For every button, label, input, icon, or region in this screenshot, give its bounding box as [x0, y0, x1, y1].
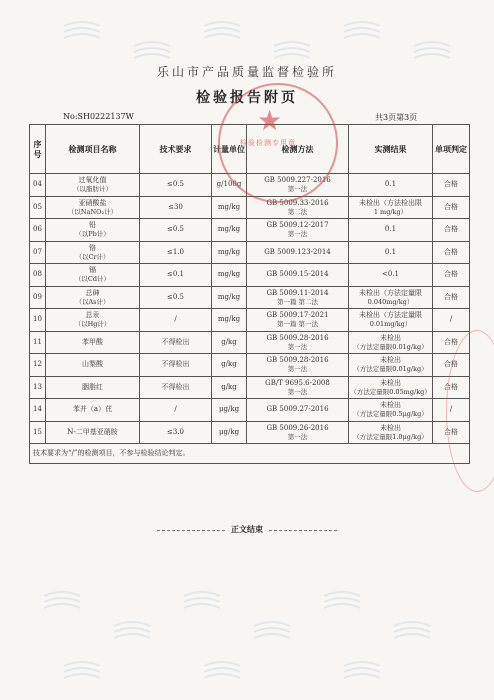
cell-item — [46, 309, 140, 332]
method-name: GB 5009.28-2016 — [266, 356, 329, 365]
cell-requirement: / — [140, 399, 212, 422]
table-row — [30, 196, 470, 219]
cell-judgement: 合格 — [433, 196, 470, 219]
header-judgement: 单项判定 — [433, 125, 470, 174]
cell-method — [247, 264, 349, 287]
cell-method — [247, 286, 349, 309]
cell-seq: 05 — [30, 196, 46, 219]
cell-item — [46, 219, 140, 242]
cell-method — [247, 241, 349, 264]
item-sub: （以NaNO₂计） — [67, 207, 118, 216]
cell-item — [46, 264, 140, 287]
cell-item — [46, 241, 140, 264]
cell-result — [349, 196, 433, 219]
method-name: GB 5009.227-2016 — [264, 176, 331, 185]
cell-seq: 06 — [30, 219, 46, 242]
watermark-mark — [200, 20, 244, 44]
table-row — [30, 241, 470, 264]
method-sub: 第二法 — [287, 207, 308, 216]
institute-name: 乐山市产品质量监督检验所 — [156, 65, 337, 79]
method-name: GB 5009.123-2014 — [264, 247, 331, 256]
method-name: GB 5009.11-2014 — [266, 288, 329, 297]
cell-item — [46, 399, 140, 422]
watermark-mark — [200, 660, 244, 684]
cell-seq: 09 — [30, 286, 46, 309]
cell-item — [46, 174, 140, 197]
result-sub: （方法定量限0.05mg/kg） — [350, 387, 431, 396]
cell-item — [46, 421, 140, 444]
cell-seq: 12 — [30, 354, 46, 377]
watermark-mark — [320, 590, 364, 614]
cell-requirement: ≤0.5 — [140, 286, 212, 309]
method-sub: 第一篇 第二法 — [276, 297, 319, 306]
watermark-mark — [180, 590, 224, 614]
method-sub: 第一法 — [287, 432, 308, 441]
cell-seq: 10 — [30, 309, 46, 332]
result-sub: 0.01mg/kg） — [369, 320, 412, 329]
header-seq: 序号 — [30, 125, 46, 174]
cell-method — [247, 421, 349, 444]
cell-seq: 04 — [30, 174, 46, 197]
item-name: 山梨酸 — [82, 360, 103, 369]
end-dashes-left — [157, 530, 225, 531]
table-row — [30, 286, 470, 309]
result-value: 未检出 — [380, 423, 401, 432]
cell-result — [349, 264, 433, 287]
cell-unit: mg/kg — [212, 219, 247, 242]
table-row — [30, 219, 470, 242]
table-row — [30, 421, 470, 444]
cell-unit: mg/kg — [212, 264, 247, 287]
cell-requirement: 不得检出 — [140, 331, 212, 354]
cell-item — [46, 354, 140, 377]
header-result: 实测结果 — [349, 125, 433, 174]
report-title: 检验报告附页 — [196, 90, 298, 106]
table-row — [30, 376, 470, 399]
result-value: 未检出（方法定量限 — [359, 288, 422, 297]
item-name: 亚硝酸盐 — [78, 198, 107, 207]
cell-requirement: ≤3.0 — [140, 421, 212, 444]
item-sub: （以Cr计） — [75, 252, 110, 261]
result-value: 0.1 — [384, 180, 397, 189]
result-value: 未检出 — [380, 356, 401, 365]
cell-result — [349, 354, 433, 377]
end-marker — [0, 524, 494, 535]
watermark-mark — [340, 20, 384, 44]
method-sub: 第一法 — [287, 342, 308, 351]
result-value: 0.1 — [384, 247, 397, 256]
cell-result — [349, 174, 433, 197]
item-name: 苯并（a）芘 — [72, 405, 113, 414]
watermark-mark — [40, 590, 84, 614]
result-value: 未检出（方法定量限 — [359, 311, 422, 320]
end-text: 正文结束 — [231, 524, 263, 534]
result-sub: 0.040mg/kg） — [367, 297, 414, 306]
header-item: 检测项目名称 — [46, 125, 140, 174]
item-name: 总汞 — [85, 311, 100, 320]
cell-unit: g/100g — [212, 174, 247, 197]
header-requirement: 技术要求 — [140, 125, 212, 174]
cell-method — [247, 309, 349, 332]
item-name: 苯甲酸 — [82, 337, 103, 346]
item-name: 铅 — [89, 221, 96, 230]
cell-requirement: 不得检出 — [140, 354, 212, 377]
method-name: GB 5009.12-2017 — [266, 221, 329, 230]
cell-unit: mg/kg — [212, 196, 247, 219]
cell-method — [247, 354, 349, 377]
cell-result — [349, 309, 433, 332]
method-name: GB 5009.27-2016 — [266, 405, 329, 414]
method-name: GB 5009.26-2016 — [266, 423, 329, 432]
cell-result — [349, 399, 433, 422]
cell-result — [349, 421, 433, 444]
cell-judgement: / — [433, 309, 470, 332]
watermark-mark — [60, 20, 104, 44]
cell-judgement: 合格 — [433, 264, 470, 287]
method-name: GB 5009.33-2016 — [266, 198, 329, 207]
watermark-mark — [410, 40, 454, 64]
page-number: 共3页第3页 — [375, 113, 418, 122]
result-value: 未检出 — [380, 401, 401, 410]
cell-result — [349, 331, 433, 354]
cell-requirement: ≤0.5 — [140, 174, 212, 197]
method-name: GB 5009.15-2014 — [266, 270, 329, 279]
cell-unit: mg/kg — [212, 309, 247, 332]
method-name: GB 5009.28-2016 — [266, 333, 329, 342]
table-note-row — [30, 444, 470, 464]
cell-seq: 15 — [30, 421, 46, 444]
cell-judgement: 合格 — [433, 241, 470, 264]
cell-item — [46, 376, 140, 399]
seal-text: 检验检测专用章 — [240, 139, 296, 147]
result-sub: （方法定量限0.01g/kg） — [353, 365, 428, 374]
cell-unit: g/kg — [212, 376, 247, 399]
cell-judgement: 合格 — [433, 286, 470, 309]
method-sub: 第一篇 第一法 — [276, 320, 319, 329]
seal-star-icon: ★ — [257, 104, 283, 137]
cell-result — [349, 286, 433, 309]
item-name: 铬 — [89, 243, 96, 252]
item-sub: （以Hg计） — [74, 320, 111, 329]
table-row — [30, 309, 470, 332]
cell-seq: 14 — [30, 399, 46, 422]
table-row — [30, 331, 470, 354]
cell-seq: 07 — [30, 241, 46, 264]
item-name: 胭脂红 — [82, 382, 103, 391]
report-number: No:SH0222137W — [63, 112, 134, 121]
cell-seq: 11 — [30, 331, 46, 354]
method-sub: 第一法 — [287, 185, 308, 194]
result-sub: （方法定量限1.0μg/kg） — [353, 432, 428, 441]
result-value: <0.1 — [382, 270, 399, 279]
watermark-mark — [340, 660, 384, 684]
watermark-mark — [130, 40, 174, 64]
watermark-mark — [270, 40, 314, 64]
result-value: 未检出 — [380, 378, 401, 387]
cell-judgement: 合格 — [433, 174, 470, 197]
result-sub: 1 mg/kg） — [373, 207, 408, 216]
watermark-mark — [250, 620, 294, 644]
watermark-mark — [60, 660, 104, 684]
cell-judgement: / — [433, 399, 470, 422]
item-name: 总砷 — [85, 288, 100, 297]
cell-method — [247, 331, 349, 354]
table-row — [30, 399, 470, 422]
result-value: 未检出 — [380, 333, 401, 342]
header-method: 检测方法 — [247, 125, 349, 174]
table-note: 技术要求为“/”的检测项目，不参与检验结论判定。 — [30, 444, 470, 464]
cell-requirement: ≤1.0 — [140, 241, 212, 264]
cell-unit: μg/kg — [212, 399, 247, 422]
method-sub: 第一法 — [287, 387, 308, 396]
cell-unit: mg/kg — [212, 241, 247, 264]
table-row — [30, 264, 470, 287]
watermark-mark — [110, 620, 154, 644]
cell-requirement: ≤0.1 — [140, 264, 212, 287]
cell-unit: g/kg — [212, 331, 247, 354]
cell-method — [247, 399, 349, 422]
result-value: 未检出（方法检出限 — [359, 198, 422, 207]
item-name: N-二甲基亚硝胺 — [67, 427, 118, 436]
end-dashes-right — [269, 530, 337, 531]
method-sub: 第一法 — [287, 230, 308, 239]
cell-unit: μg/kg — [212, 421, 247, 444]
cell-judgement: 合格 — [433, 354, 470, 377]
cell-requirement: 不得检出 — [140, 376, 212, 399]
cell-unit: g/kg — [212, 354, 247, 377]
item-sub: （以Cd计） — [74, 275, 111, 284]
cell-requirement: ≤30 — [140, 196, 212, 219]
cell-requirement: ≤0.5 — [140, 219, 212, 242]
cell-result — [349, 376, 433, 399]
cell-method — [247, 219, 349, 242]
cell-requirement: / — [140, 309, 212, 332]
watermark-mark — [390, 620, 434, 644]
table-row — [30, 354, 470, 377]
cell-judgement: 合格 — [433, 421, 470, 444]
item-name: 过氧化值 — [78, 176, 107, 185]
cell-result — [349, 241, 433, 264]
method-sub: 第一法 — [287, 365, 308, 374]
header-unit: 计量单位 — [212, 125, 247, 174]
cell-seq: 08 — [30, 264, 46, 287]
method-name: GB 5009.17-2021 — [266, 311, 329, 320]
result-value: 0.1 — [384, 225, 397, 234]
result-sub: （方法定量限0.5μg/kg） — [353, 410, 428, 419]
result-sub: （方法定量限0.01g/kg） — [353, 342, 428, 351]
cell-judgement: 合格 — [433, 219, 470, 242]
cell-judgement: 合格 — [433, 376, 470, 399]
item-sub: （以As计） — [75, 297, 110, 306]
cell-judgement: 合格 — [433, 331, 470, 354]
cell-item — [46, 331, 140, 354]
cell-item — [46, 286, 140, 309]
cell-result — [349, 219, 433, 242]
cell-item — [46, 196, 140, 219]
cell-seq: 13 — [30, 376, 46, 399]
cell-unit: mg/kg — [212, 286, 247, 309]
cell-method — [247, 376, 349, 399]
method-name: GB/T 9695.6-2008 — [265, 378, 330, 387]
item-sub: （以Pb计） — [75, 230, 110, 239]
item-name: 镉 — [89, 266, 96, 275]
item-sub: （以脂肪计） — [73, 185, 112, 194]
